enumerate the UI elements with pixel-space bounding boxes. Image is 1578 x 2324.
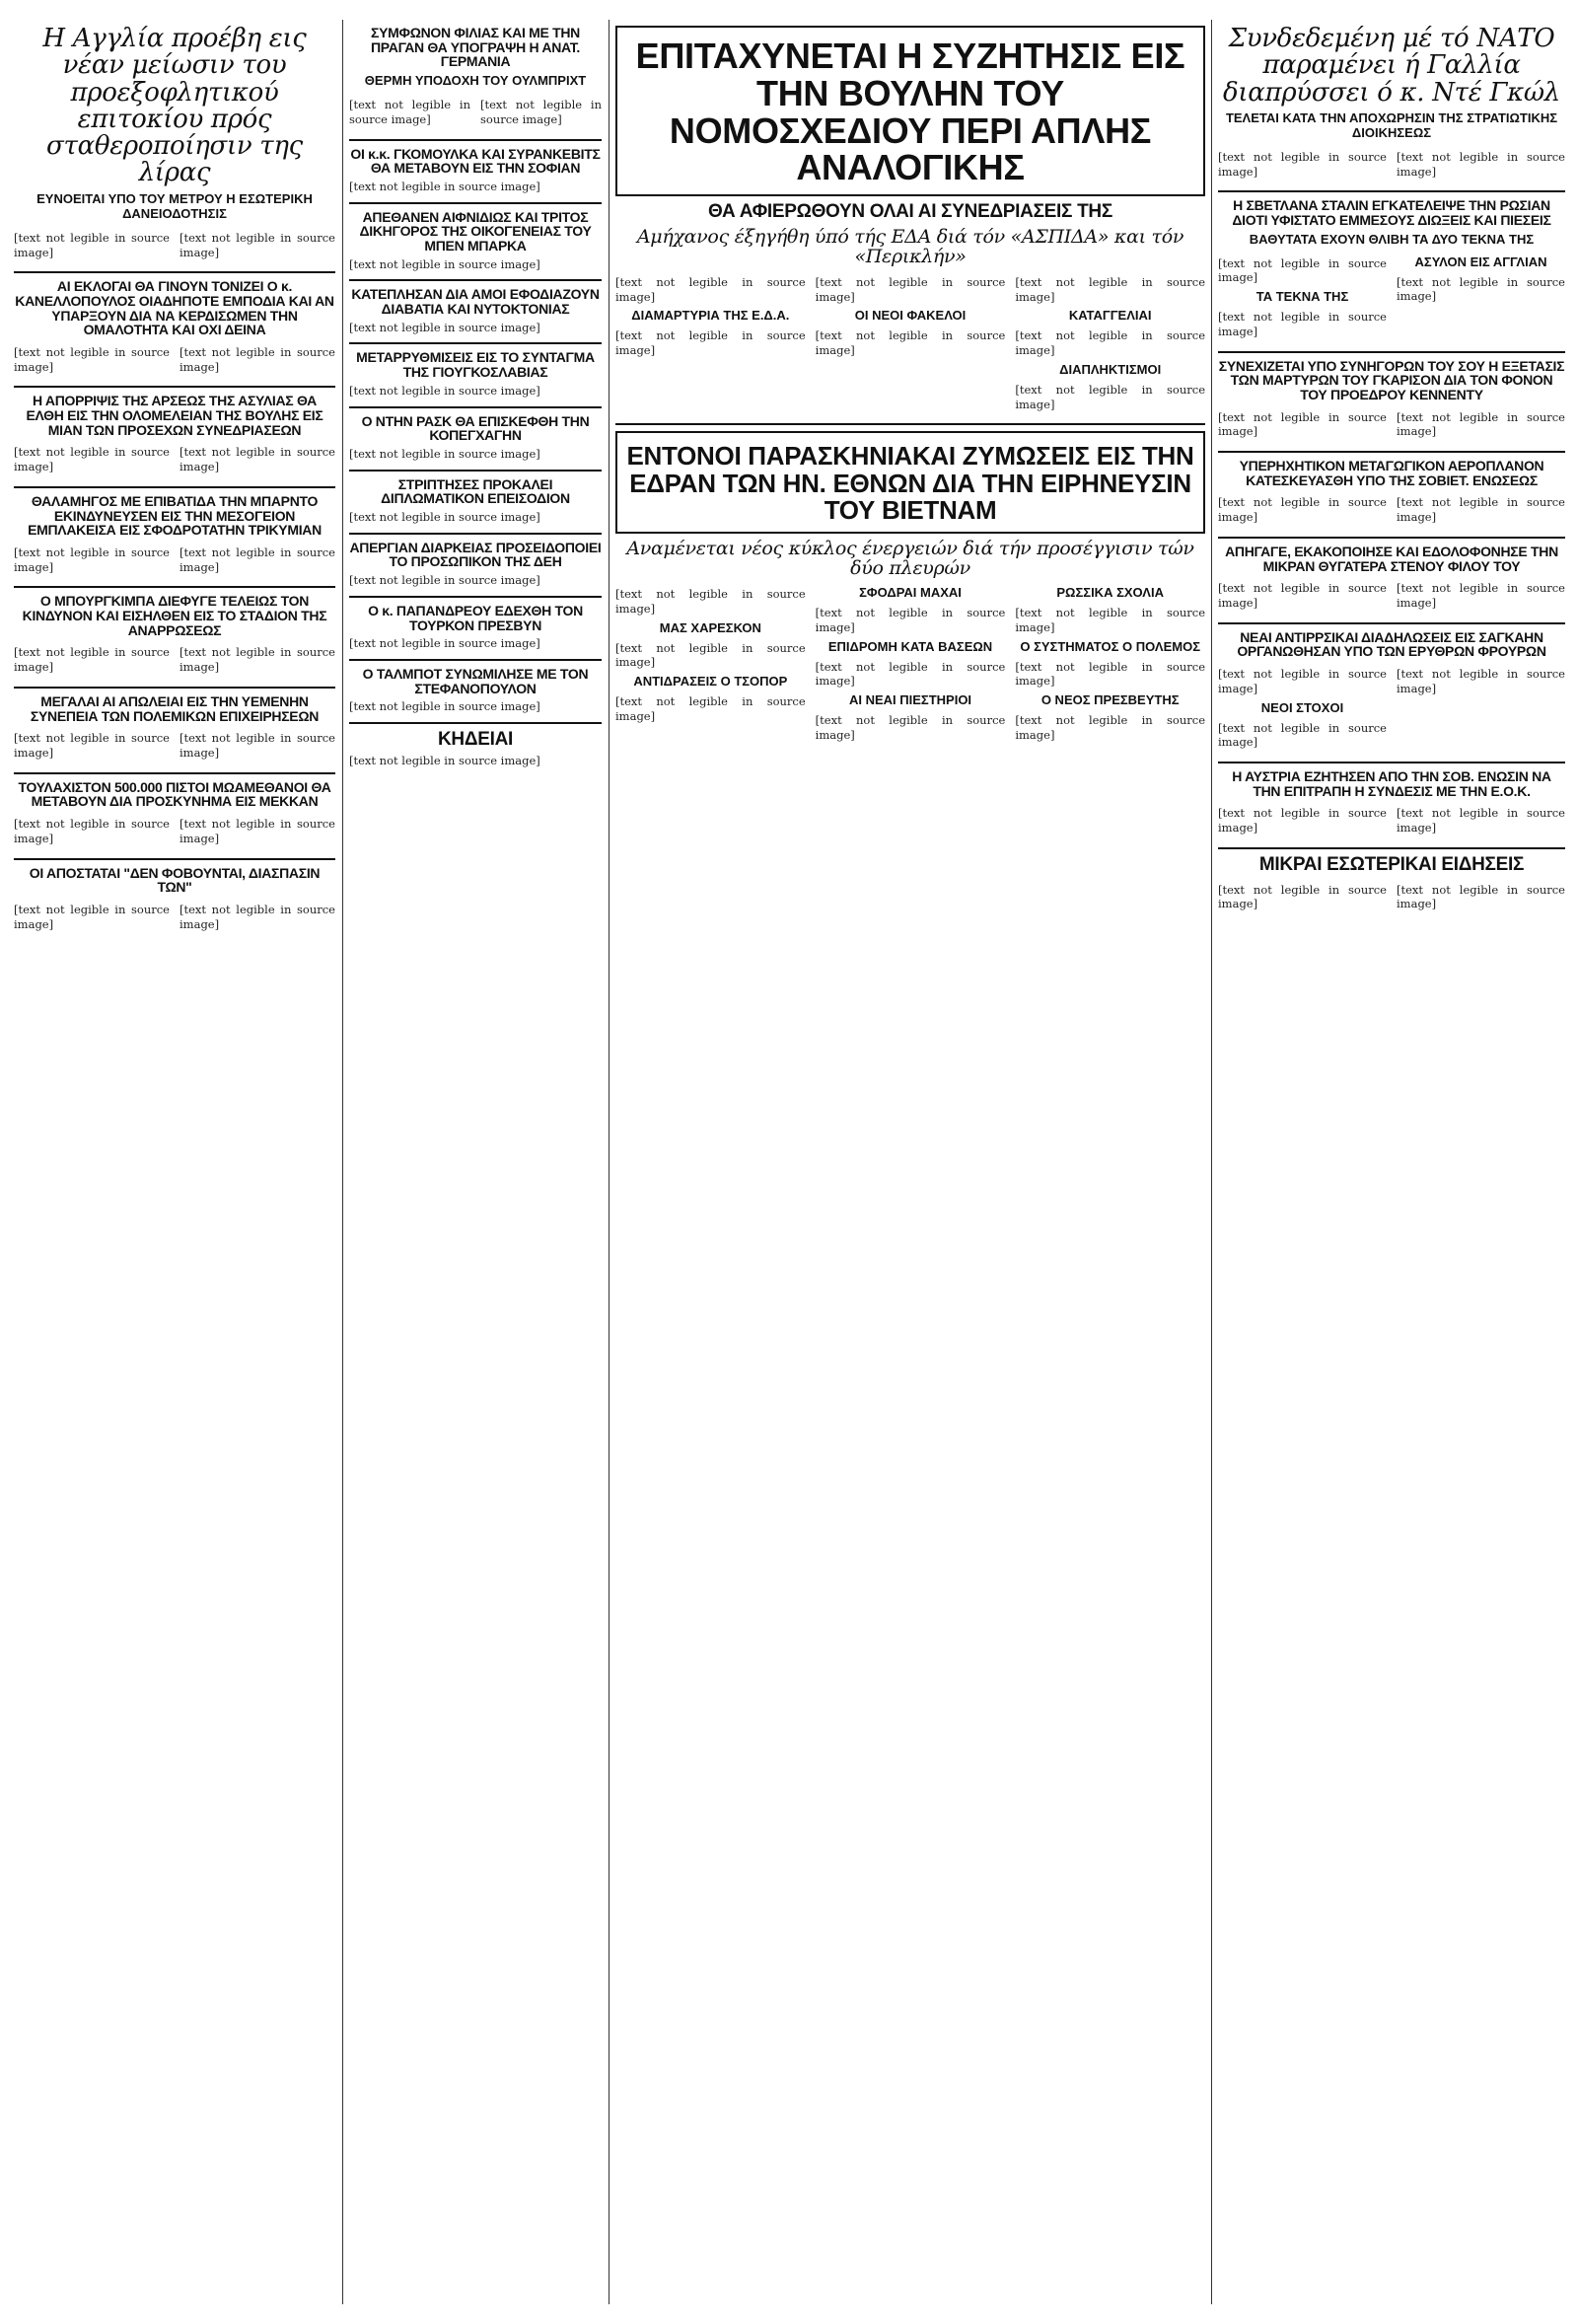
article-body: [text not legible in source image] [text not legible in source image] — [14, 731, 335, 760]
headline: Η ΑΠΟΡΡΙΨΙΣ ΤΗΣ ΑΡΣΕΩΣ ΤΗΣ ΑΣΥΛΙΑΣ ΘΑ ΕΛΘΗ ΕΙΣ ΤΗΝ ΟΛΟΜΕΛΕΙΑΝ ΤΗΣ ΒΟΥΛΗΣ ΕΙΣ ΜΙΑΝ ΤΩΝ ΠΡΟΣΕΧΩΝ ΣΥΝΕΔΡΙΑΣΕΩΝ — [26, 393, 323, 438]
divider — [14, 486, 335, 488]
divider — [1218, 622, 1565, 624]
kicker: ΑΝΤΙΔΡΑΣΕΙΣ Ο ΤΣΟΠΟΡ — [633, 673, 788, 689]
divider — [349, 596, 602, 598]
divider — [349, 279, 602, 281]
divider — [14, 386, 335, 388]
article-body: [text not legible in source image] [text not legible in source image] — [1218, 882, 1565, 911]
subheadline: ΘΑ ΑΦΙΕΡΩΘΟΥΝ ΟΛΑΙ ΑΙ ΣΥΝΕΔΡΙΑΣΕΙΣ ΤΗΣ — [708, 201, 1112, 223]
headline: ΚΑΤΕΠΛΗΣΑΝ ΔΙΑ ΑΜΟΙ ΕΦΟΔΙΑΖΟΥΝ ΔΙΑΒΑΤΙΑ ΚΑΙ ΝΥΤΟΚΤΟΝΙΑΣ — [351, 286, 600, 318]
headline: Ο ΝΤΗΝ ΡΑΣΚ ΘΑ ΕΠΙΣΚΕΦΘΗ ΤΗΝ ΚΟΠΕΓΧΑΓΗΝ — [361, 412, 590, 444]
divider — [1218, 190, 1565, 192]
headline: ΕΝΤΟΝΟΙ ΠΑΡΑΣΚΗΝΙΑΚΑΙ ΖΥΜΩΣΕΙΣ ΕΙΣ ΤΗΝ ΕΔΡΑΝ ΤΩΝ ΗΝ. ΕΘΝΩΝ ΔΙΑ ΤΗΝ ΕΙΡΗΝΕΥΣΙΝ ΤΟΥ ΒΙΕΤΝΑΜ — [626, 441, 1194, 525]
article-body: [text not legible in source image] [text not legible in source image] — [1218, 495, 1565, 525]
divider — [14, 858, 335, 860]
headline: Ο ΤΑΛΜΠΟΤ ΣΥΝΩΜΙΛΗΣΕ ΜΕ ΤΟΝ ΣΤΕΦΑΝΟΠΟΥΛΟΝ — [362, 665, 589, 696]
headline: ΟΙ κ.κ. ΓΚΟΜΟΥΛΚΑ ΚΑΙ ΣΥΡΑΝΚΕΒΙΤΣ ΘΑ ΜΕΤΑΒΟΥΝ ΕΙΣ ΤΗΝ ΣΟΦΙΑΝ — [350, 145, 601, 177]
kicker: ΣΦΟΔΡΑΙ ΜΑΧΑΙ — [859, 585, 962, 601]
article-body: [text not legible in source image] [text not legible in source image] — [14, 817, 335, 845]
headline: ΑΠΕΘΑΝΕΝ ΑΙΦΝΙΔΙΩΣ ΚΑΙ ΤΡΙΤΟΣ ΔΙΚΗΓΟΡΟΣ ΤΗΣ ΟΙΚΟΓΕΝΕΙΑΣ ΤΟΥ ΜΠΕΝ ΜΠΑΡΚΑ — [359, 208, 592, 254]
subheadline: ΤΕΛΕΤΑΙ ΚΑΤΑ ΤΗΝ ΑΠΟΧΩΡΗΣΙΝ ΤΗΣ ΣΤΡΑΤΙΩΤΙΚΗΣ ΔΙΟΙΚΗΣΕΩΣ — [1225, 109, 1558, 140]
divider — [349, 139, 602, 141]
article-body: [text not legible in source image] — [349, 573, 540, 588]
headline: ΥΠΕΡΗΧΗΤΙΚΟΝ ΜΕΤΑΓΩΓΙΚΟΝ ΑΕΡΟΠΛΑΝΟΝ ΚΑΤΕΣΚΕΥΑΣΘΗ ΥΠΟ ΤΗΣ ΣΟΒΙΕΤ. ΕΝΩΣΕΩΣ — [1239, 458, 1544, 488]
article-body: [text not legible in source image] [text not legible in source image] — [1218, 806, 1565, 835]
divider — [1218, 847, 1565, 849]
kicker: ΑΣΥΛΟΝ ΕΙΣ ΑΓΓΛΙΑΝ — [1414, 254, 1547, 269]
divider — [349, 722, 602, 724]
headline: ΣΥΜΦΩΝΟΝ ΦΙΛΙΑΣ ΚΑΙ ΜΕ ΤΗΝ ΠΡΑΓΑΝ ΘΑ ΥΠΟΓΡΑΨΗ Η ΑΝΑΤ. ΓΕΡΜΑΝΙΑ — [370, 25, 581, 70]
divider — [1218, 762, 1565, 763]
lead-story-header — [615, 26, 1205, 196]
column-rule — [1211, 20, 1212, 2304]
article-body: [text not legible in source image] [text not legible in source image] — [14, 344, 335, 374]
article-body: [text not legible in source image] ΔΙΑΜΑΡΤΥΡΙΑ ΤΗΣ Ε.Δ.Α. [text not legible in source image] [text not legible in source image] ΟΙ ΝΕΟΙ ΦΑΚΕΛΟΙ [text not legible in source image] [text not legible in source image] ΚΑΤΑΓΓΕΛΙΑΙ [text not legible in source image] ΔΙΑΠΛΗΚΤΙΣΜΟΙ [text not legible in source image] — [615, 275, 1205, 411]
headline: Η Αγγλία προέβη εις νέαν μείωσιν του προεξοφλητικού επιτοκίου πρός σταθεροποίησιν της λίρας — [42, 24, 307, 188]
column-1 — [14, 20, 335, 2304]
article-body: [text not legible in source image] [text not legible in source image] — [14, 230, 335, 259]
subheadline: ΘΕΡΜΗ ΥΠΟΔΟΧΗ ΤΟΥ ΟΥΛΜΠΡΙΧΤ — [364, 73, 587, 89]
article-body: [text not legible in source image] — [349, 256, 540, 271]
headline: Η ΣΒΕΤΛΑΝΑ ΣΤΑΛΙΝ ΕΓΚΑΤΕΛΕΙΨΕ ΤΗΝ ΡΩΣΙΑΝ ΔΙΟΤΙ ΥΦΙΣΤΑΤΟ ΕΜΜΕΣΟΥΣ ΔΙΩΞΕΙΣ ΚΑΙ ΠΙΕΣΕΙΣ — [1232, 197, 1551, 229]
article-body: [text not legible in source image] — [349, 699, 540, 714]
headline: Ο ΜΠΟΥΡΓΚΙΜΠΑ ΔΙΕΦΥΓΕ ΤΕΛΕΙΩΣ ΤΟΝ ΚΙΝΔΥΝΟΝ ΚΑΙ ΕΙΣΗΛΘΕΝ ΕΙΣ ΤΟ ΣΤΑΔΙΟΝ ΤΗΣ ΑΝΑΡΡΩΣΕΩΣ — [22, 593, 327, 638]
article-body: [text not legible in source image] ΜΑΣ ΧΑΡΕΣΚΟΝ [text not legible in source image] ΑΝΤΙΔΡΑΣΕΙΣ Ο ΤΣΟΠΟΡ [text not legible in source image] ΣΦΟΔΡΑΙ ΜΑΧΑΙ [text not legible in source image] ΕΠΙΔΡΟΜΗ ΚΑΤΑ ΒΑΣΕΩΝ [text not legible in source image] ΑΙ ΝΕΑΙ ΠΙΕΣΤΗΡΙΟΙ [text not legible in source image] ΡΩΣΣΙΚΑ ΣΧΟΛΙΑ [text not legible in source image] Ο ΣΥΣΤΗΜΑΤΟΣ Ο ΠΟΛΕΜΟΣ [text not legible in source image] Ο ΝΕΟΣ ΠΡΕΣΒΕΥΤΗΣ [text not legible in source image] — [615, 585, 1205, 742]
kicker: ΕΠΙΔΡΟΜΗ ΚΑΤΑ ΒΑΣΕΩΝ — [827, 638, 993, 654]
column-rule — [609, 20, 610, 2304]
headline: ΘΑΛΑΜΗΓΟΣ ΜΕ ΕΠΙΒΑΤΙΔΑ ΤΗΝ ΜΠΑΡΝΤΟ ΕΚΙΝΔΥΝΕΥΣΕΝ ΕΙΣ ΤΗΝ ΜΕΣΟΓΕΙΟΝ ΕΜΠΛΑΚΕΙΣΑ ΕΙΣ ΣΦΟΔΡΟΤΑΤΗΝ ΤΡΙΚΥΜΙΑΝ — [28, 492, 322, 539]
headline: Συνδεδεμένη μέ τό ΝΑΤΟ παραμένει ή Γαλλία διαπρύσσει ό κ. Ντέ Γκώλ — [1223, 24, 1560, 108]
column-rule — [342, 20, 343, 2304]
divider — [349, 202, 602, 204]
divider — [14, 772, 335, 774]
subheadline: Αμήχανος έξηγήθη ύπό τής ΕΔΑ διά τόν «ΑΣΠΙΔΑ» και τόν «Περικλήν» — [636, 226, 1184, 268]
article-body: [text not legible in source image] ΤΑ ΤΕΚΝΑ ΤΗΣ [text not legible in source image] ΑΣΥΛΟΝ ΕΙΣ ΑΓΓΛΙΑΝ [text not legible in source image] — [1218, 254, 1565, 338]
headline: ΤΟΥΛΑΧΙΣΤΟΝ 500.000 ΠΙΣΤΟΙ ΜΩΑΜΕΘΑΝΟΙ ΘΑ ΜΕΤΑΒΟΥΝ ΔΙΑ ΠΡΟΣΚΥΝΗΜΑ ΕΙΣ ΜΕΚΚΑΝ — [18, 778, 331, 810]
headline: Ο κ. ΠΑΠΑΝΔΡΕΟΥ ΕΔΕΧΘΗ ΤΟΝ ΤΟΥΡΚΟΝ ΠΡΕΣΒΥΝ — [368, 602, 583, 633]
kicker: ΡΩΣΣΙΚΑ ΣΧΟΛΙΑ — [1056, 585, 1164, 601]
subheadline: ΒΑΘΥΤΑΤΑ ΕΧΟΥΝ ΘΛΙΒΗ ΤΑ ΔΥΟ ΤΕΚΝΑ ΤΗΣ — [1249, 231, 1535, 247]
article-body: [text not legible in source image] [text not legible in source image] — [14, 645, 335, 675]
column-3 — [615, 20, 1205, 2304]
headline: ΜΕΤΑΡΡΥΘΜΙΣΕΙΣ ΕΙΣ ΤΟ ΣΥΝΤΑΓΜΑ ΤΗΣ ΓΙΟΥΓΚΟΣΛΑΒΙΑΣ — [356, 349, 595, 381]
divider — [349, 659, 602, 661]
article-body: [text not legible in source image] — [349, 320, 540, 334]
kicker: ΜΑΣ ΧΑΡΕΣΚΟΝ — [659, 619, 761, 635]
article-body: [text not legible in source image] — [349, 446, 540, 461]
divider — [1218, 351, 1565, 353]
kicker: ΝΕΟΙ ΣΤΟΧΟΙ — [1260, 699, 1344, 715]
headline: ΚΗΔΕΙΑΙ — [438, 729, 513, 751]
headline: ΣΤΡΙΠΤΗΣΕΣ ΠΡΟΚΑΛΕΙ ΔΙΠΛΩΜΑΤΙΚΟΝ ΕΠΕΙΣΟΔΙΟΝ — [381, 475, 570, 507]
divider — [1218, 537, 1565, 539]
kicker: ΟΙ ΝΕΟΙ ΦΑΚΕΛΟΙ — [854, 308, 967, 324]
article-body: [text not legible in source image] [text not legible in source image] — [14, 902, 335, 931]
article-body: [text not legible in source image] — [349, 179, 540, 193]
kicker: ΚΑΤΑΓΓΕΛΙΑΙ — [1068, 308, 1152, 324]
divider — [14, 586, 335, 588]
subheadline: ΕΥΝΟΕΙΤΑΙ ΥΠΟ ΤΟΥ ΜΕΤΡΟΥ Η ΕΣΩΤΕΡΙΚΗ ΔΑΝΕΙΟΔΟΤΗΣΙΣ — [36, 190, 313, 221]
headline: ΟΙ ΑΠΟΣΤΑΤΑΙ "ΔΕΝ ΦΟΒΟΥΝΤΑΙ, ΔΙΑΣΠΑΣΙΝ ΤΩΝ" — [29, 864, 321, 896]
headline: ΑΙ ΕΚΛΟΓΑΙ ΘΑ ΓΙΝΟΥΝ ΤΟΝΙΖΕΙ Ο κ. ΚΑΝΕΛΛΟΠΟΥΛΟΣ ΟΙΑΔΗΠΟΤΕ ΕΜΠΟΔΙΑ ΚΑΙ ΑΝ ΥΠΑΡΞΟΥΝ ΔΙΑ ΝΑ ΚΕΡΔΙΣΩΜΕΝ ΤΗΝ ΟΜΑΛΟΤΗΤΑ ΚΑΙ ΟΧΙ ΔΕΙΝΑ — [15, 278, 334, 338]
subheadline: Αναμένεται νέος κύκλος ένεργειών διά τήν προσέγγισιν τών δύο πλευρών — [626, 538, 1194, 580]
divider — [14, 271, 335, 273]
headline: ΜΕΓΑΛΑΙ ΑΙ ΑΠΩΛΕΙΑΙ ΕΙΣ ΤΗΝ ΥΕΜΕΝΗΝ ΣΥΝΕΠΕΙΑ ΤΩΝ ΠΟΛΕΜΙΚΩΝ ΕΠΙΧΕΙΡΗΣΕΩΝ — [30, 692, 320, 724]
kicker: ΤΑ ΤΕΚΝΑ ΤΗΣ — [1255, 289, 1349, 305]
article-body: [text not legible in source image] ΝΕΟΙ ΣΤΟΧΟΙ [text not legible in source image] [text not legible in source image] — [1218, 667, 1565, 750]
divider — [615, 423, 1205, 425]
article-body: [text not legible in source image] — [349, 753, 540, 767]
headline: ΑΠΕΡΓΙΑΝ ΔΙΑΡΚΕΙΑΣ ΠΡΟΣΕΙΔΟΠΟΙΕΙ ΤΟ ΠΡΟΣΩΠΙΚΟΝ ΤΗΣ ΔΕΗ — [349, 539, 602, 570]
divider — [1218, 451, 1565, 453]
article-body: [text not legible in source image] — [349, 510, 540, 525]
divider — [349, 406, 602, 408]
headline: ΣΥΝΕΧΙΖΕΤΑΙ ΥΠΟ ΣΥΝΗΓΟΡΩΝ ΤΟΥ ΣΟΥ Η ΕΞΕΤΑΣΙΣ ΤΩΝ ΜΑΡΤΥΡΩΝ ΤΟΥ ΓΚΑΡΙΣΟΝ ΔΙΑ ΤΟΝ ΦΟΝΟΝ ΤΟΥ ΠΡΟΕΔΡΟΥ ΚΕΝΝΕΝΤΥ — [1218, 357, 1565, 402]
kicker: Ο ΣΥΣΤΗΜΑΤΟΣ Ο ΠΟΛΕΜΟΣ — [1020, 638, 1200, 654]
article-body: [text not legible in source image] [text not legible in source image] — [14, 545, 335, 574]
column-4 — [1218, 20, 1565, 2304]
divider — [349, 342, 602, 344]
headline: ΝΕΑΙ ΑΝΤΙΡΡΣΙΚΑΙ ΔΙΑΔΗΛΩΣΕΙΣ ΕΙΣ ΣΑΓΚΑΗΝ ΟΡΓΑΝΩΘΗΣΑΝ ΥΠΟ ΤΩΝ ΕΡΥΘΡΩΝ ΦΡΟΥΡΩΝ — [1237, 628, 1546, 660]
headline: ΕΠΙΤΑΧΥΝΕΤΑΙ Η ΣΥΖΗΤΗΣΙΣ ΕΙΣ ΤΗΝ ΒΟΥΛΗΝ ΤΟΥ ΝΟΜΟΣΧΕΔΙΟΥ ΠΕΡΙ ΑΠΛΗΣ ΑΝΑΛΟΓΙΚΗΣ — [635, 36, 1185, 188]
headline: ΑΠΗΓΑΓΕ, ΕΚΑΚΟΠΟΙΗΣΕ ΚΑΙ ΕΔΟΛΟΦΟΝΗΣΕ ΤΗΝ ΜΙΚΡΑΝ ΘΥΓΑΤΕΡΑ ΣΤΕΝΟΥ ΦΙΛΟΥ ΤΟΥ — [1225, 543, 1558, 574]
article-body: [text not legible in source image] [text not legible in source image] — [1218, 409, 1565, 439]
kicker: ΔΙΑΠΛΗΚΤΙΣΜΟΙ — [1059, 361, 1162, 377]
column-2 — [349, 20, 602, 2304]
article-body: [text not legible in source image] [text not legible in source image] — [1218, 581, 1565, 610]
divider — [14, 687, 335, 689]
article-body: [text not legible in source image] [text not legible in source image] — [1218, 149, 1565, 179]
divider — [349, 470, 602, 472]
headline: Η ΑΥΣΤΡΙΑ ΕΖΗΤΗΣΕΝ ΑΠΟ ΤΗΝ ΣΟΒ. ΕΝΩΣΙΝ ΝΑ ΤΗΝ ΕΠΙΤΡΑΠΗ Η ΣΥΝΔΕΣΙΣ ΜΕ ΤΗΝ Ε.Ο.Κ. — [1232, 767, 1551, 799]
second-story-header — [615, 431, 1205, 534]
article-body: [text not legible in source image] — [349, 636, 540, 651]
kicker: ΔΙΑΜΑΡΤΥΡΙΑ ΤΗΣ Ε.Δ.Α. — [631, 308, 790, 324]
article-body: [text not legible in source image] — [349, 383, 540, 398]
article-body: [text not legible in source image] [text not legible in source image] — [349, 98, 602, 126]
headline: ΜΙΚΡΑΙ ΕΣΩΤΕΡΙΚΑΙ ΕΙΔΗΣΕΙΣ — [1258, 853, 1525, 875]
kicker: Ο ΝΕΟΣ ΠΡΕΣΒΕΥΤΗΣ — [1040, 691, 1180, 707]
divider — [349, 533, 602, 535]
article-body: [text not legible in source image] [text not legible in source image] — [14, 445, 335, 474]
kicker: ΑΙ ΝΕΑΙ ΠΙΕΣΤΗΡΙΟΙ — [848, 691, 972, 707]
